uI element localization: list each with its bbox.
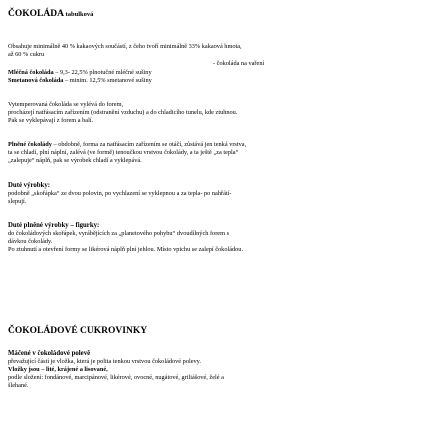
coated-line-2: Vložky jsou – lité, krájené a lisované, xyxy=(8,366,108,373)
filled-line-2: ta se chladí, plní náplní, zalévá (ve formě) tenoučkou vrstvou čokolády, a ta ještě „za tepla“ xyxy=(8,149,239,156)
hollow-line-1: podobně „skořápka“ ze dvou polovin, po vychlazení se vyklepnou a za tepla- po nahřátí- xyxy=(8,190,232,197)
coated-line-3: podle složení: fondánové, marcipánové, likérové, ovocné, nugátové, griliášové, želé a xyxy=(8,374,224,381)
milk-chocolate-term: Mléčná čokoláda xyxy=(8,69,54,76)
coated-line-4: šlehané. xyxy=(8,382,29,389)
section-title-main: ČOKOLÁDA xyxy=(8,9,64,19)
filled-line-3: „zalepuje“ náplň, pak se výrobek chladí a vyklepává. xyxy=(8,157,142,164)
filled-desc: – obdobně, forma za natřásacím zařízením se otáčí, zůstává jen tenká vrstva, xyxy=(51,141,247,148)
cooking-chocolate-line: - čokoláda na vaření xyxy=(213,60,265,67)
section-title-chocolate-confectionery: ČOKOLÁDOVÉ CUKROVINKY xyxy=(8,326,148,336)
filled-term: Plněné čokolády xyxy=(8,141,52,148)
hollow-filled-heading: Duté plněné výrobky – figurky: xyxy=(8,222,100,229)
milk-chocolate-line xyxy=(8,69,152,76)
hollow-line-2: slepují. xyxy=(8,198,27,205)
section-title-chocolate xyxy=(8,9,93,20)
hollow-filled-line-3: Po ztuhnutí a otevření formy se likérová náplň plní jehlou. Místo vpichu se zalepí čokoládou. xyxy=(8,246,244,253)
cream-chocolate-desc: – minim. 12,5% smetanové sušiny xyxy=(63,77,152,84)
cream-chocolate-term: Smetanová čokoláda xyxy=(8,77,64,84)
hollow-filled-line-1: do čokoládových skořápek, vyrábějících za „planetového pohybu“ dvoudílných forem s xyxy=(8,230,230,237)
composition-line-2: až 60 % cukru xyxy=(8,51,45,58)
hollow-heading: Duté výrobky: xyxy=(8,182,50,189)
filled-line-1 xyxy=(8,141,246,148)
process-line-2: procházejí natřásacím zařízením (odstranění vzduchu) a do chladicího tunelu, kde ztuhnou. xyxy=(8,109,238,116)
cream-chocolate-line xyxy=(8,77,152,84)
milk-chocolate-desc: – 9,3- 22,5% plnotučné mléčné sušiny xyxy=(53,69,152,76)
process-line-3: Pak se vyklepávají z forem a balí. xyxy=(8,117,94,124)
process-line-1: Vytemperovaná čokoláda se vylévá do forem, xyxy=(8,101,124,108)
section-title-suffix: tabulková xyxy=(63,11,94,18)
composition-line-1: Obsahuje minimálně 40 % kakaových součástí, z čeho tvoří minimálně 33% kakaová hmota, xyxy=(8,43,242,50)
hollow-filled-line-2: dávkou čokolády. xyxy=(8,238,53,245)
coated-line-1: převažující částí je vložka, která je polita tenkou vrstvou čokoládové polevy. xyxy=(8,358,201,365)
coated-heading: Máčené v čokoládové polevě xyxy=(8,350,91,357)
